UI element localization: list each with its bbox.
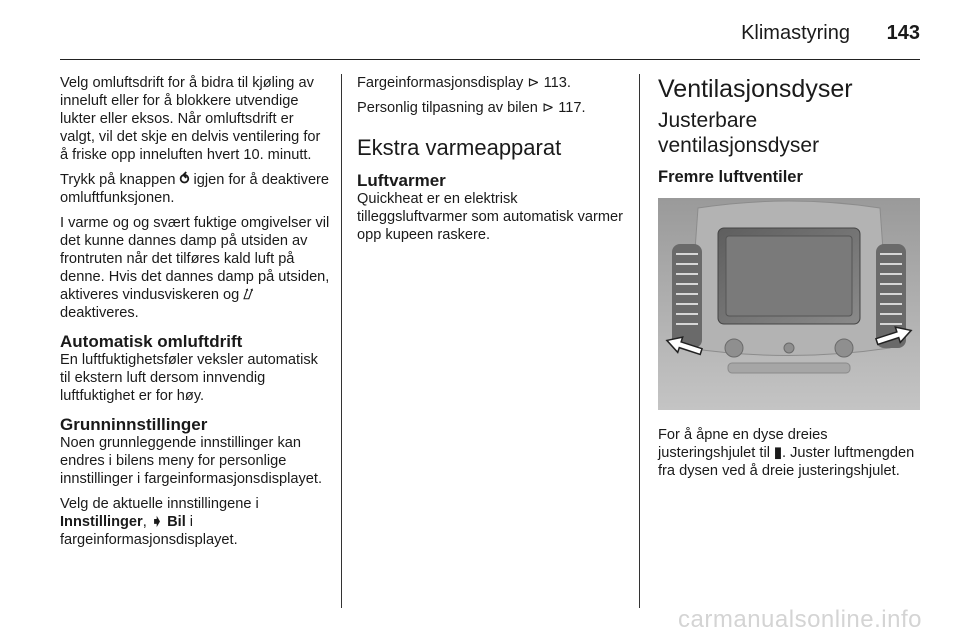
heading-front-vents: Fremre luftventiler — [658, 168, 803, 186]
paragraph-select-settings: Velg de aktuelle innstillingene i Innstillinger, ➧ Bil i fargeinformasjonsdisplayet. — [60, 496, 259, 548]
column-1 — [60, 74, 332, 556]
vent-open-icon: ▮ — [774, 445, 783, 461]
paragraph-air-heater: Quickheat er en elektrisk tilleggsluftvarmer som automatisk varmer opp kupeen raskere. — [357, 191, 624, 243]
reference-arrow-icon: ⊳ — [527, 75, 540, 91]
paragraph-recirculation: Velg omluftsdrift for å bidra til kjøling av inneluft eller for å blokkere utvendige lukter eller eksos. Når omluftsdrift er valgt, vil det skje en delvis ventilering for å friske opp inneluften hvert 10. minutt. — [60, 75, 321, 163]
dashboard-vents-illustration — [658, 198, 920, 410]
recirculation-icon: ⥀ — [179, 172, 190, 188]
paragraph-press-button: Trykk på knappen ⥀ igjen for å deaktivere omluftfunksjonen. — [60, 172, 330, 206]
page-header — [60, 18, 920, 60]
paragraph-auto-recirculation: En luftfuktighetsføler veksler automatisk til ekstern luft dersom innvendig luftfuktighet er for høy. — [60, 352, 318, 404]
page-number: 143 — [886, 22, 920, 44]
arrow-icon: ➧ — [150, 514, 164, 530]
heading-vents: Ventilasjonsdyser — [658, 75, 853, 103]
column-divider-2 — [639, 74, 640, 608]
heading-adjustable-vents: Justerbare ventilasjonsdyser — [658, 109, 820, 157]
column-2 — [357, 74, 625, 251]
reference-arrow-icon: ⊳ — [541, 100, 555, 116]
paragraph-open-vent: For å åpne en dyse dreies justeringshjulet til ▮. Juster luftmengden fra dysen ved å dreie justeringshjulet. — [658, 427, 915, 479]
page-title: Klimastyring — [741, 22, 850, 44]
heading-basic-settings: Grunninnstillinger — [60, 415, 208, 434]
column-divider-1 — [341, 74, 342, 608]
heading-extra-heater: Ekstra varmeapparat — [357, 135, 562, 160]
windscreen-icon: ⌰ — [243, 287, 253, 303]
paragraph-humid: I varme og og svært fuktige omgivelser vil det kunne dannes damp på utsiden av frontruten når det tilføres kald luft på denne. Hvis det dannes damp på utsiden, aktiveres vindusviskeren og ⌰ deaktiveres. — [60, 215, 330, 321]
heading-auto-recirculation: Automatisk omluftdrift — [60, 332, 243, 351]
reference-colour-display: Fargeinformasjonsdisplay ⊳ 113. — [357, 75, 571, 91]
reference-personalisation: Personlig tilpasning av bilen ⊳ 117. — [357, 100, 586, 116]
paragraph-basic-settings: Noen grunnleggende innstillinger kan endres i bilens meny for personlige innstillinger i fargeinformasjonsdisplayet. — [60, 435, 323, 487]
heading-air-heater: Luftvarmer — [357, 171, 446, 190]
column-3 — [658, 74, 923, 487]
watermark: carmanualsonline.info — [678, 606, 922, 633]
